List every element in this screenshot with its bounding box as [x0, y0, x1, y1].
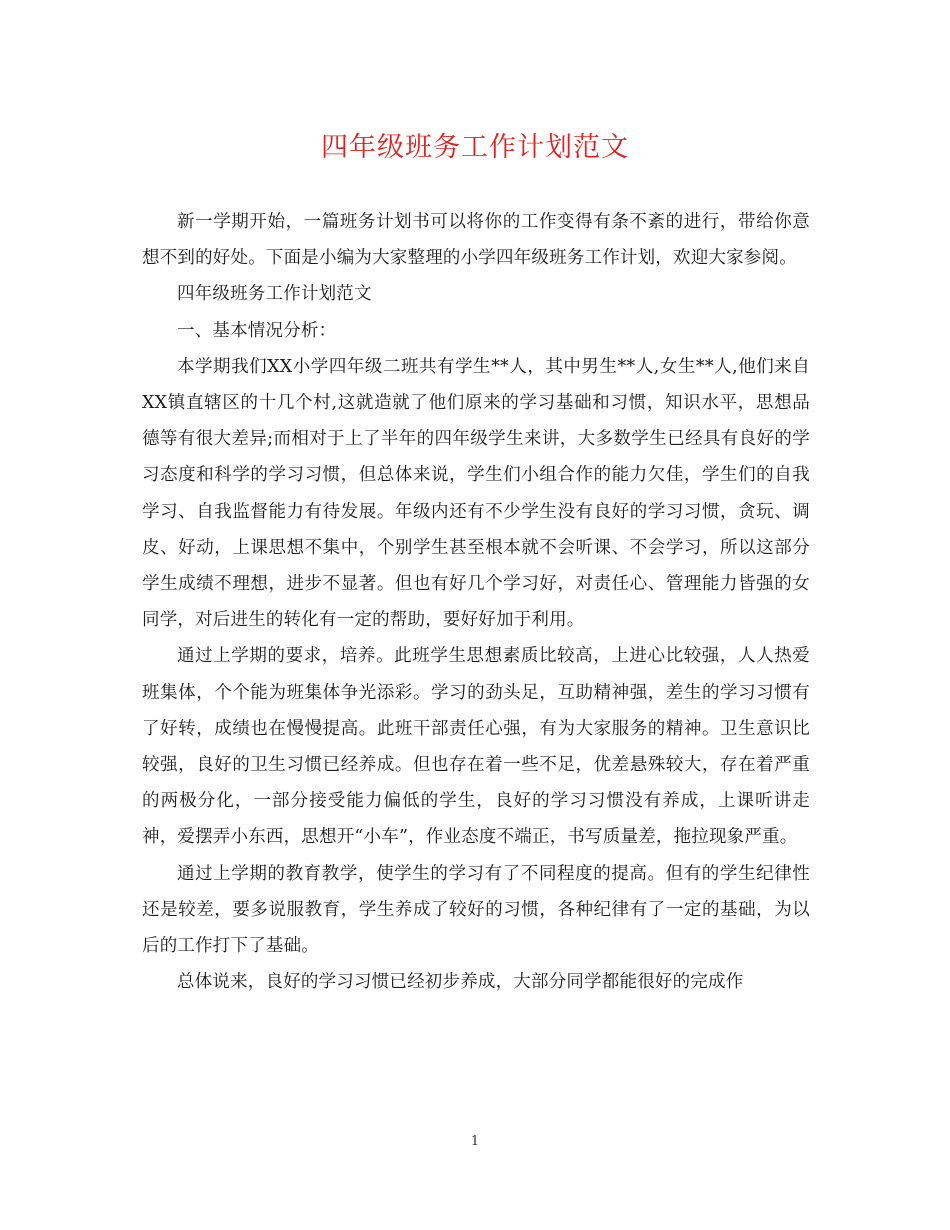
page-number: 1 [470, 1134, 480, 1149]
section-heading-basic-analysis: 一、基本情况分析： [177, 320, 337, 341]
paragraph-last-term-teaching: 通过上学期的教育教学，使学生的学习有了不同程度的提高。但有的学生纪律性还是较差，要多说服教育，学生养成了较好的习惯，各种纪律有了一定的基础，为以后的工作打下了基础。 [142, 863, 810, 957]
paragraph-subtitle: 四年级班务工作计划范文 [177, 284, 372, 305]
paragraph-intro: 新一学期开始，一篇班务计划书可以将你的工作变得有条不紊的进行，带给你意想不到的好处。下面是小编为大家整理的小学四年级班务工作计划，欢迎大家参阅。 [142, 212, 810, 269]
document-body [142, 204, 810, 1000]
paragraph-last-term-training: 通过上学期的要求，培养。此班学生思想素质比较高，上进心比较强，人人热爱班集体，个个能为班集体争光添彩。学习的劲头足，互助精神强，差生的学习习惯有了好转，成绩也在慢慢提高。此班干部责任心强，有为大家服务的精神。卫生意识比较强，良好的卫生习惯已经养成。但也存在着一些不足，优差悬殊较大，存在着严重的两极分化，一部分接受能力偏低的学生，良好的学习习惯没有养成，上课听讲走神，爱摆弄小东西，思想开“小车”，作业态度不端正，书写质量差，拖拉现象严重。 [142, 646, 810, 848]
document-title: 四年级班务工作计划范文 [321, 132, 629, 163]
paragraph-class-situation: 本学期我们XX小学四年级二班共有学生**人，其中男生**人,女生**人,他们来自XX镇直辖区的十几个村,这就造就了他们原来的学习基础和习惯，知识水平，思想品德等有很大差异;而相对于上了半年的四年级学生来讲，大多数学生已经具有良好的学习态度和科学的学习习惯，但总体来说，学生们小组合作的能力欠佳，学生们的自我学习、自我监督能力有待发展。年级内还有不少学生没有良好的学习习惯，贪玩、调皮、好动，上课思想不集中，个别学生甚至根本就不会听课、不会学习，所以这部分学生成绩不理想，进步不显著。但也有好几个学习好，对责任心、管理能力皆强的女同学，对后进生的转化有一定的帮助，要好好加于利用。 [142, 356, 810, 631]
paragraph-summary: 总体说来，良好的学习习惯已经初步养成，大部分同学都能很好的完成作 [177, 972, 744, 993]
